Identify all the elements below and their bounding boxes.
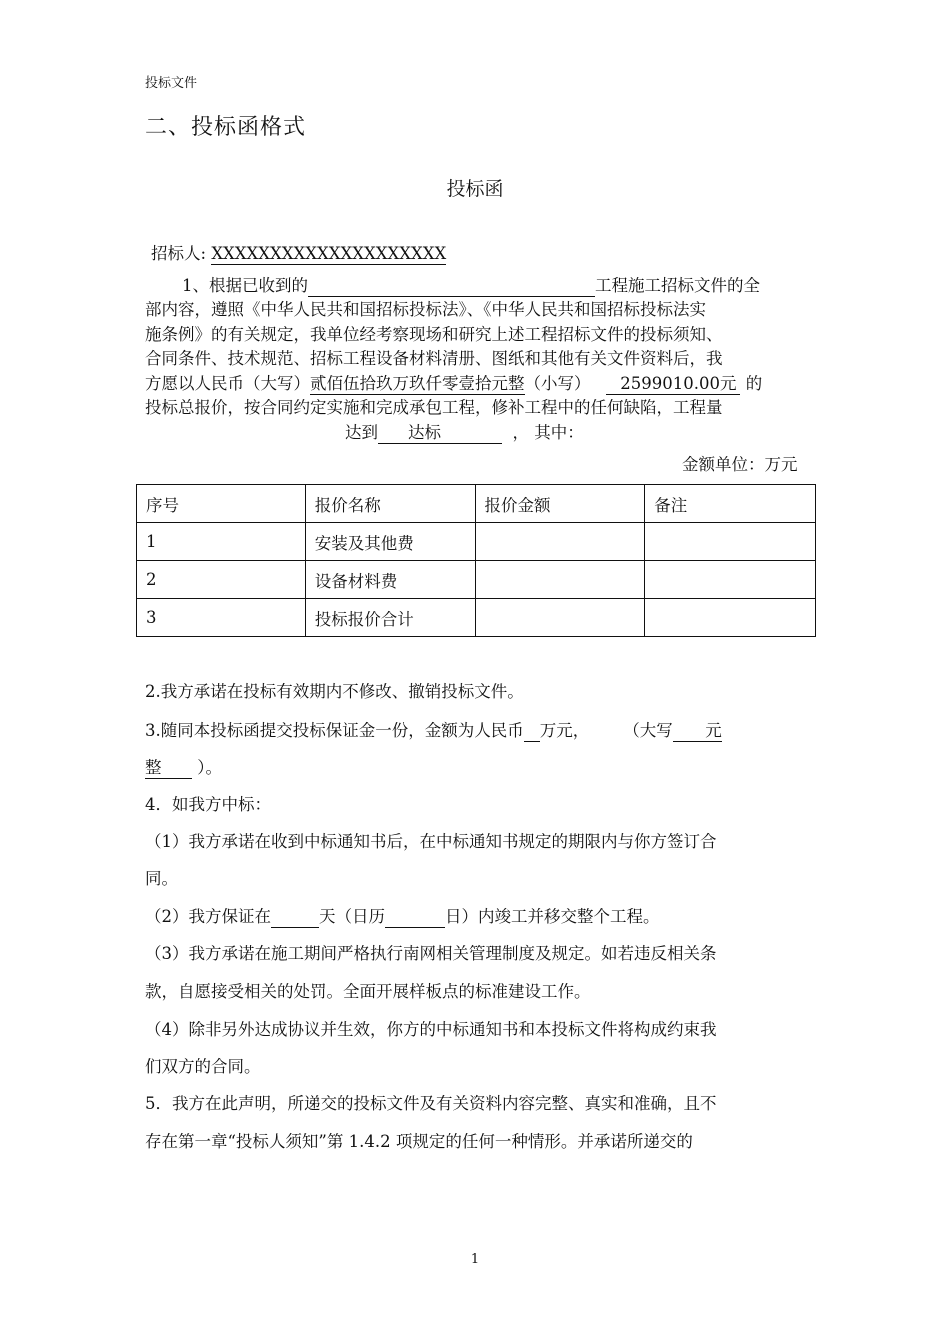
table-cell <box>475 599 645 637</box>
small-label: （小写） <box>524 374 591 393</box>
table-cell: 安装及其他费 <box>305 523 475 561</box>
amount-words: 贰佰伍拾玖万玖仟零壹拾元整 <box>310 374 525 393</box>
item2: 2.我方承诺在投标有效期内不修改、撤销投标文件。 <box>145 682 524 701</box>
page-number: 1 <box>470 1252 480 1267</box>
recipient-label: 招标人: <box>151 244 207 263</box>
section-heading: 二、投标函格式 <box>145 115 307 140</box>
para1-line5-prefix: 方愿以人民币（大写） <box>145 374 310 393</box>
para1-line7 <box>345 421 584 446</box>
para1-line7-suffix: ， 其中： <box>512 423 584 442</box>
sub3-line2: 款，自愿接受相关的处罚。全面开展样板点的标准建设工作。 <box>145 982 591 1001</box>
table-cell <box>645 599 816 637</box>
item5-line2: 存在第一章“投标人须知”第 1.4.2 项规定的任何一种情形。并承诺所递交的 <box>145 1132 693 1151</box>
para1-line7-prefix: 达到 <box>345 423 378 442</box>
para1-line3: 施条例》的有关规定，我单位经考察现场和研究上述工程招标文件的投标须知、 <box>145 325 723 344</box>
table-header-cell: 备注 <box>645 485 816 523</box>
sub4-line2: 们双方的合同。 <box>145 1057 261 1076</box>
recipient-line <box>151 242 446 267</box>
item5-line1: 5．我方在此声明，所递交的投标文件及有关资料内容完整、真实和准确，且不 <box>145 1094 717 1113</box>
table-cell: 3 <box>137 599 306 637</box>
para1-line4: 合同条件、技术规范、招标工程设备材料清册、图纸和其他有关文件资料后，我 <box>145 349 723 368</box>
item3-suffix: ）。 <box>197 758 222 777</box>
para1-line5 <box>145 372 762 397</box>
deposit-yuan: 元 <box>673 721 722 742</box>
table-cell: 1 <box>137 523 306 561</box>
recipient-value: XXXXXXXXXXXXXXXXXXXX <box>211 244 447 263</box>
para1-line2: 部内容，遵照《中华人民共和国招标投标法》、《中华人民共和国招标投标法实 <box>145 300 706 319</box>
sub2-prefix: （2）我方保证在 <box>145 907 271 926</box>
item3-prefix: 3.随同本投标函提交投标保证金一份，金额为人民币 <box>145 721 524 740</box>
project-name-blank <box>308 276 595 297</box>
running-header: 投标文件 <box>145 76 198 91</box>
item4: 4．如我方中标： <box>145 795 271 814</box>
table-cell <box>475 561 645 599</box>
sub2-suffix: 日）内竣工并移交整个工程。 <box>445 907 660 926</box>
sub4-line1: （4）除非另外达成协议并生效，你方的中标通知书和本投标文件将构成约束我 <box>145 1020 717 1039</box>
item3-line1 <box>145 719 722 744</box>
sub1-line2: 同。 <box>145 869 178 888</box>
table-row <box>137 599 816 637</box>
table-header-cell: 报价名称 <box>305 485 475 523</box>
item3-mid: 万元， <box>539 721 590 740</box>
para1-line1 <box>182 274 760 299</box>
deposit-amount-blank <box>524 721 540 742</box>
table-header-row <box>137 485 816 523</box>
para1-line6: 投标总报价，按合同约定实施和完成承包工程，修补工程中的任何缺陷，工程量 <box>145 398 723 417</box>
item3-paren: （大写 <box>623 721 673 740</box>
unit-note: 金额单位：万元 <box>682 455 798 474</box>
para1-line5-suffix: 的 <box>745 374 763 393</box>
para1-line1-prefix: 1、根据已收到的 <box>182 276 308 295</box>
table-cell <box>475 523 645 561</box>
table-row <box>137 523 816 561</box>
table-row <box>137 561 816 599</box>
sub1-line1: （1）我方承诺在收到中标通知书后，在中标通知书规定的期限内与你方签订合 <box>145 832 717 851</box>
calendar-days-blank <box>385 907 445 928</box>
item3-line2 <box>145 756 222 781</box>
amount-figures: 2599010.00元 <box>606 374 740 395</box>
table-cell: 2 <box>137 561 306 599</box>
sub3-line1: （3）我方承诺在施工期间严格执行南网相关管理制度及规定。如若违反相关条 <box>145 944 717 963</box>
table-header-cell: 序号 <box>137 485 306 523</box>
sub2-mid: 天（日历 <box>319 907 385 926</box>
table-cell <box>645 561 816 599</box>
table-cell: 设备材料费 <box>305 561 475 599</box>
para1-line1-suffix: 工程施工招标文件的全 <box>595 276 760 295</box>
deposit-zheng: 整 <box>145 758 192 779</box>
quality-standard: 达标 <box>378 423 502 444</box>
table-cell: 投标报价合计 <box>305 599 475 637</box>
days-blank <box>271 907 319 928</box>
table-cell <box>645 523 816 561</box>
table-header-cell: 报价金额 <box>475 485 645 523</box>
sub2 <box>145 905 660 930</box>
quote-table <box>136 484 816 637</box>
letter-title: 投标函 <box>446 178 504 200</box>
